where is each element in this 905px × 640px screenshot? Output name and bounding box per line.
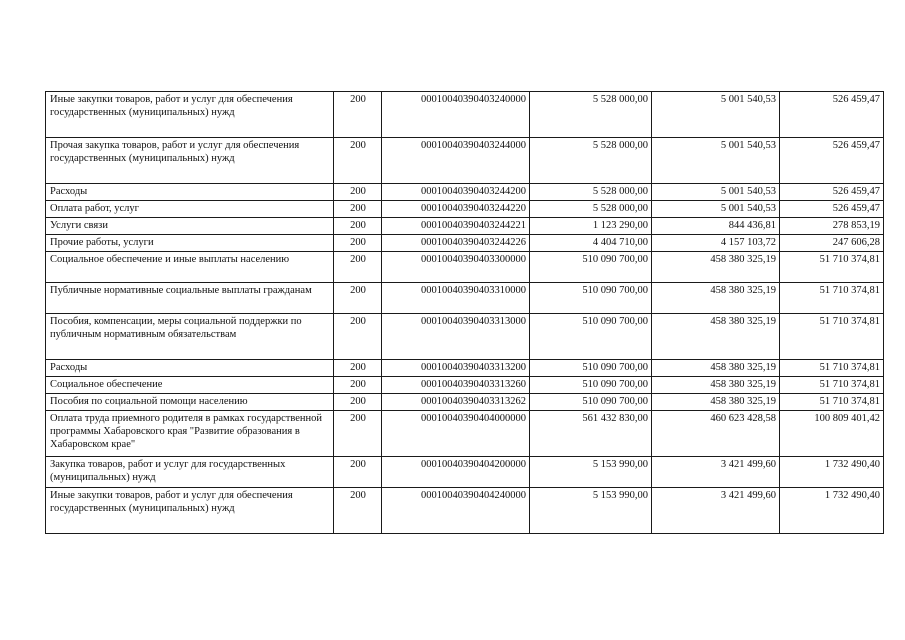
row-unexecuted-amount-cell: 51 710 374,81: [780, 360, 884, 377]
row-name-cell: Публичные нормативные социальные выплаты гражданам: [46, 283, 334, 314]
row-approved-amount-cell: 5 528 000,00: [530, 92, 652, 138]
row-unexecuted-amount-cell: 1 732 490,40: [780, 457, 884, 488]
row-approved-amount-cell: 561 432 830,00: [530, 411, 652, 457]
table-row: [46, 314, 884, 360]
table-row: [46, 377, 884, 394]
row-unexecuted-amount-cell: 1 732 490,40: [780, 488, 884, 534]
table-row: [46, 235, 884, 252]
row-executed-amount-cell: 5 001 540,53: [652, 184, 780, 201]
row-executed-amount-cell: 3 421 499,60: [652, 488, 780, 534]
row-approved-amount-cell: 5 528 000,00: [530, 138, 652, 184]
row-line-code-cell: 200: [334, 360, 382, 377]
row-approved-amount-cell: 510 090 700,00: [530, 377, 652, 394]
row-unexecuted-amount-cell: 51 710 374,81: [780, 252, 884, 283]
row-classification-code-cell: 00010040390403300000: [382, 252, 530, 283]
row-approved-amount-cell: 510 090 700,00: [530, 283, 652, 314]
row-line-code-cell: 200: [334, 394, 382, 411]
table-row: [46, 394, 884, 411]
table-row: [46, 283, 884, 314]
row-executed-amount-cell: 4 157 103,72: [652, 235, 780, 252]
row-line-code-cell: 200: [334, 218, 382, 235]
row-name-cell: Социальное обеспечение и иные выплаты населению: [46, 252, 334, 283]
row-classification-code-cell: 00010040390403310000: [382, 283, 530, 314]
row-classification-code-cell: 00010040390403313200: [382, 360, 530, 377]
row-approved-amount-cell: 510 090 700,00: [530, 252, 652, 283]
row-classification-code-cell: 00010040390403244221: [382, 218, 530, 235]
row-line-code-cell: 200: [334, 283, 382, 314]
row-name-cell: Оплата работ, услуг: [46, 201, 334, 218]
row-line-code-cell: 200: [334, 92, 382, 138]
row-classification-code-cell: 00010040390403244000: [382, 138, 530, 184]
row-name-cell: Оплата труда приемного родителя в рамках государственной программы Хабаровского края "Развитие образования в Хабаровском крае": [46, 411, 334, 457]
table-row: [46, 488, 884, 534]
row-line-code-cell: 200: [334, 488, 382, 534]
row-classification-code-cell: 00010040390403244226: [382, 235, 530, 252]
row-approved-amount-cell: 4 404 710,00: [530, 235, 652, 252]
row-executed-amount-cell: 844 436,81: [652, 218, 780, 235]
row-executed-amount-cell: 458 380 325,19: [652, 252, 780, 283]
row-name-cell: Прочая закупка товаров, работ и услуг для обеспечения государственных (муниципальных) нужд: [46, 138, 334, 184]
row-name-cell: Иные закупки товаров, работ и услуг для обеспечения государственных (муниципальных) нужд: [46, 488, 334, 534]
row-line-code-cell: 200: [334, 457, 382, 488]
table-row: [46, 360, 884, 377]
row-approved-amount-cell: 5 528 000,00: [530, 184, 652, 201]
row-line-code-cell: 200: [334, 235, 382, 252]
row-classification-code-cell: 00010040390403244200: [382, 184, 530, 201]
table-row: [46, 138, 884, 184]
row-approved-amount-cell: 5 153 990,00: [530, 457, 652, 488]
table-row: [46, 252, 884, 283]
row-executed-amount-cell: 5 001 540,53: [652, 138, 780, 184]
row-classification-code-cell: 00010040390404000000: [382, 411, 530, 457]
row-unexecuted-amount-cell: 278 853,19: [780, 218, 884, 235]
row-approved-amount-cell: 5 153 990,00: [530, 488, 652, 534]
row-executed-amount-cell: 5 001 540,53: [652, 201, 780, 218]
row-name-cell: Прочие работы, услуги: [46, 235, 334, 252]
row-executed-amount-cell: 458 380 325,19: [652, 377, 780, 394]
row-approved-amount-cell: 510 090 700,00: [530, 360, 652, 377]
row-line-code-cell: 200: [334, 252, 382, 283]
row-executed-amount-cell: 458 380 325,19: [652, 394, 780, 411]
row-classification-code-cell: 00010040390404240000: [382, 488, 530, 534]
row-unexecuted-amount-cell: 526 459,47: [780, 201, 884, 218]
row-name-cell: Пособия по социальной помощи населению: [46, 394, 334, 411]
row-approved-amount-cell: 510 090 700,00: [530, 394, 652, 411]
row-classification-code-cell: 00010040390403244220: [382, 201, 530, 218]
table-row: [46, 457, 884, 488]
table-row: [46, 92, 884, 138]
row-approved-amount-cell: 1 123 290,00: [530, 218, 652, 235]
row-approved-amount-cell: 510 090 700,00: [530, 314, 652, 360]
table-row: [46, 218, 884, 235]
row-unexecuted-amount-cell: 526 459,47: [780, 92, 884, 138]
row-name-cell: Расходы: [46, 360, 334, 377]
row-line-code-cell: 200: [334, 411, 382, 457]
row-name-cell: Услуги связи: [46, 218, 334, 235]
row-classification-code-cell: 00010040390403313260: [382, 377, 530, 394]
row-name-cell: Социальное обеспечение: [46, 377, 334, 394]
row-unexecuted-amount-cell: 51 710 374,81: [780, 283, 884, 314]
row-unexecuted-amount-cell: 100 809 401,42: [780, 411, 884, 457]
row-unexecuted-amount-cell: 51 710 374,81: [780, 314, 884, 360]
row-classification-code-cell: 00010040390403313262: [382, 394, 530, 411]
row-name-cell: Иные закупки товаров, работ и услуг для обеспечения государственных (муниципальных) нужд: [46, 92, 334, 138]
row-executed-amount-cell: 460 623 428,58: [652, 411, 780, 457]
row-line-code-cell: 200: [334, 184, 382, 201]
row-unexecuted-amount-cell: 51 710 374,81: [780, 394, 884, 411]
row-executed-amount-cell: 458 380 325,19: [652, 360, 780, 377]
table-row: [46, 411, 884, 457]
row-line-code-cell: 200: [334, 201, 382, 218]
row-name-cell: Закупка товаров, работ и услуг для государственных (муниципальных) нужд: [46, 457, 334, 488]
row-classification-code-cell: 00010040390403313000: [382, 314, 530, 360]
row-name-cell: Пособия, компенсации, меры социальной поддержки по публичным нормативным обязательствам: [46, 314, 334, 360]
table-row: [46, 201, 884, 218]
row-executed-amount-cell: 3 421 499,60: [652, 457, 780, 488]
row-executed-amount-cell: 458 380 325,19: [652, 314, 780, 360]
row-unexecuted-amount-cell: 247 606,28: [780, 235, 884, 252]
row-unexecuted-amount-cell: 526 459,47: [780, 138, 884, 184]
row-executed-amount-cell: 5 001 540,53: [652, 92, 780, 138]
table-body: [46, 92, 884, 534]
row-line-code-cell: 200: [334, 138, 382, 184]
row-classification-code-cell: 00010040390404200000: [382, 457, 530, 488]
row-classification-code-cell: 00010040390403240000: [382, 92, 530, 138]
row-unexecuted-amount-cell: 526 459,47: [780, 184, 884, 201]
row-executed-amount-cell: 458 380 325,19: [652, 283, 780, 314]
row-line-code-cell: 200: [334, 314, 382, 360]
row-line-code-cell: 200: [334, 377, 382, 394]
row-approved-amount-cell: 5 528 000,00: [530, 201, 652, 218]
budget-execution-table: [45, 91, 884, 534]
row-unexecuted-amount-cell: 51 710 374,81: [780, 377, 884, 394]
table-row: [46, 184, 884, 201]
row-name-cell: Расходы: [46, 184, 334, 201]
